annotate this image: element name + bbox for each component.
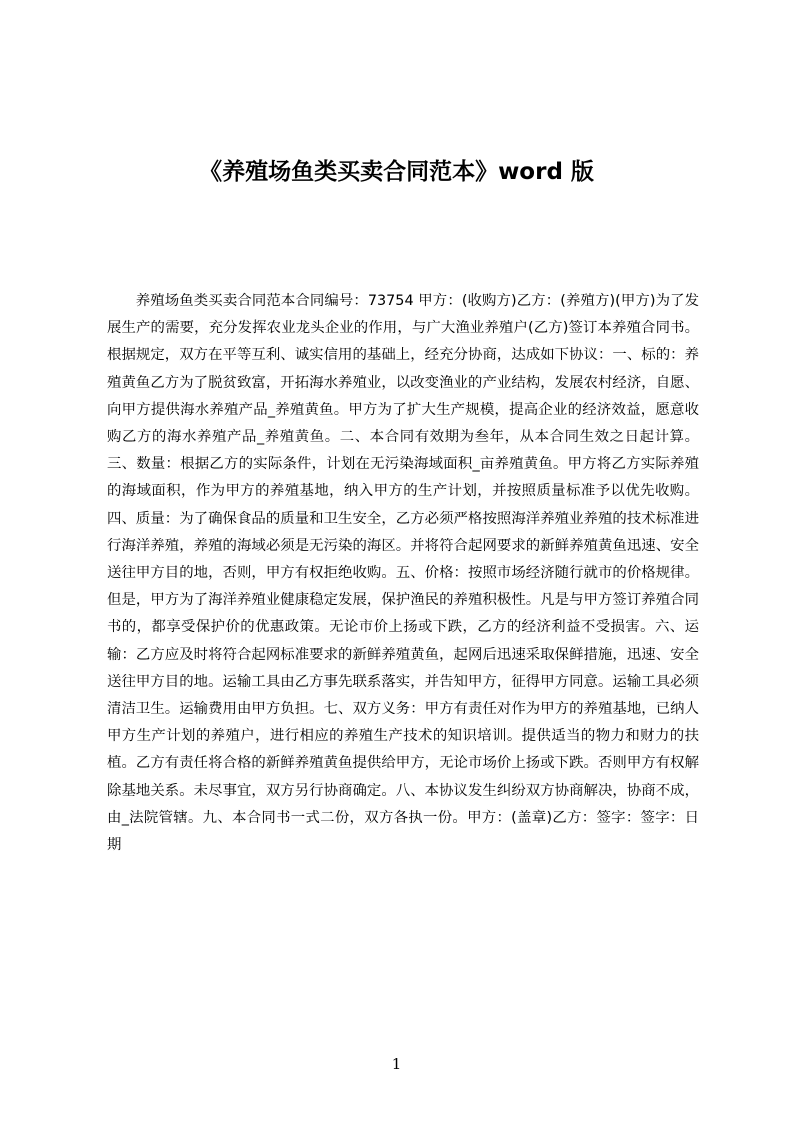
page-number: 1	[391, 1055, 402, 1073]
contract-body-paragraph: 养殖场鱼类买卖合同范本合同编号：73754 甲方：(收购方)乙方：(养殖方)(甲方)为了发展生产的需要，充分发挥农业龙头企业的作用，与广大渔业养殖户(乙方)签订本养殖合同书。根据规定，双方在平等互利、诚实信用的基础上，经充分协商，达成如下协议：一、标的：养殖黄鱼乙方为了脱贫致富，开拓海水养殖业，以改变渔业的产业结构，发展农村经济，自愿、向甲方提供海水养殖产品_养殖黄鱼。甲方为了扩大生产规模，提高企业的经济效益，愿意收购乙方的海水养殖产品_养殖黄鱼。二、本合同有效期为叁年，从本合同生效之日起计算。三、数量：根据乙方的实际条件，计划在无污染海域面积_亩养殖黄鱼。甲方将乙方实际养殖的海域面积，作为甲方的养殖基地，纳入甲方的生产计划，并按照质量标准予以优先收购。四、质量：为了确保食品的质量和卫生安全，乙方必须严格按照海洋养殖业养殖的技术标准进行海洋养殖，养殖的海域必须是无污染的海区。并将符合起网要求的新鲜养殖黄鱼迅速、安全送往甲方目的地，否则，甲方有权拒绝收购。五、价格：按照市场经济随行就市的价格规律。但是，甲方为了海洋养殖业健康稳定发展，保护渔民的养殖积极性。凡是与甲方签订养殖合同书的，都享受保护价的优惠政策。无论市价上扬或下跌，乙方的经济利益不受损害。六、运输：乙方应及时将符合起网标准要求的新鲜养殖黄鱼，起网后迅速采取保鲜措施，迅速、安全送往甲方目的地。运输工具由乙方事先联系落实，并告知甲方，征得甲方同意。运输工具必须清洁卫生。运输费用由甲方负担。七、双方义务：甲方有责任对作为甲方的养殖基地，已纳人甲方生产计划的养殖户，进行相应的养殖生产技术的知识培训。提供适当的物力和财力的扶植。乙方有责任将合格的新鲜养殖黄鱼提供给甲方，无论市场价上扬或下跌。否则甲方有权解除基地关系。未尽事宜，双方另行协商确定。八、本协议发生纠纷双方协商解决，协商不成，由_法院管辖。九、本合同书一式二份，双方各执一份。甲方：(盖章)乙方：签字：签字：日期	[107, 293, 699, 854]
document-title: 《养殖场鱼类买卖合同范本》word 版	[199, 159, 594, 186]
